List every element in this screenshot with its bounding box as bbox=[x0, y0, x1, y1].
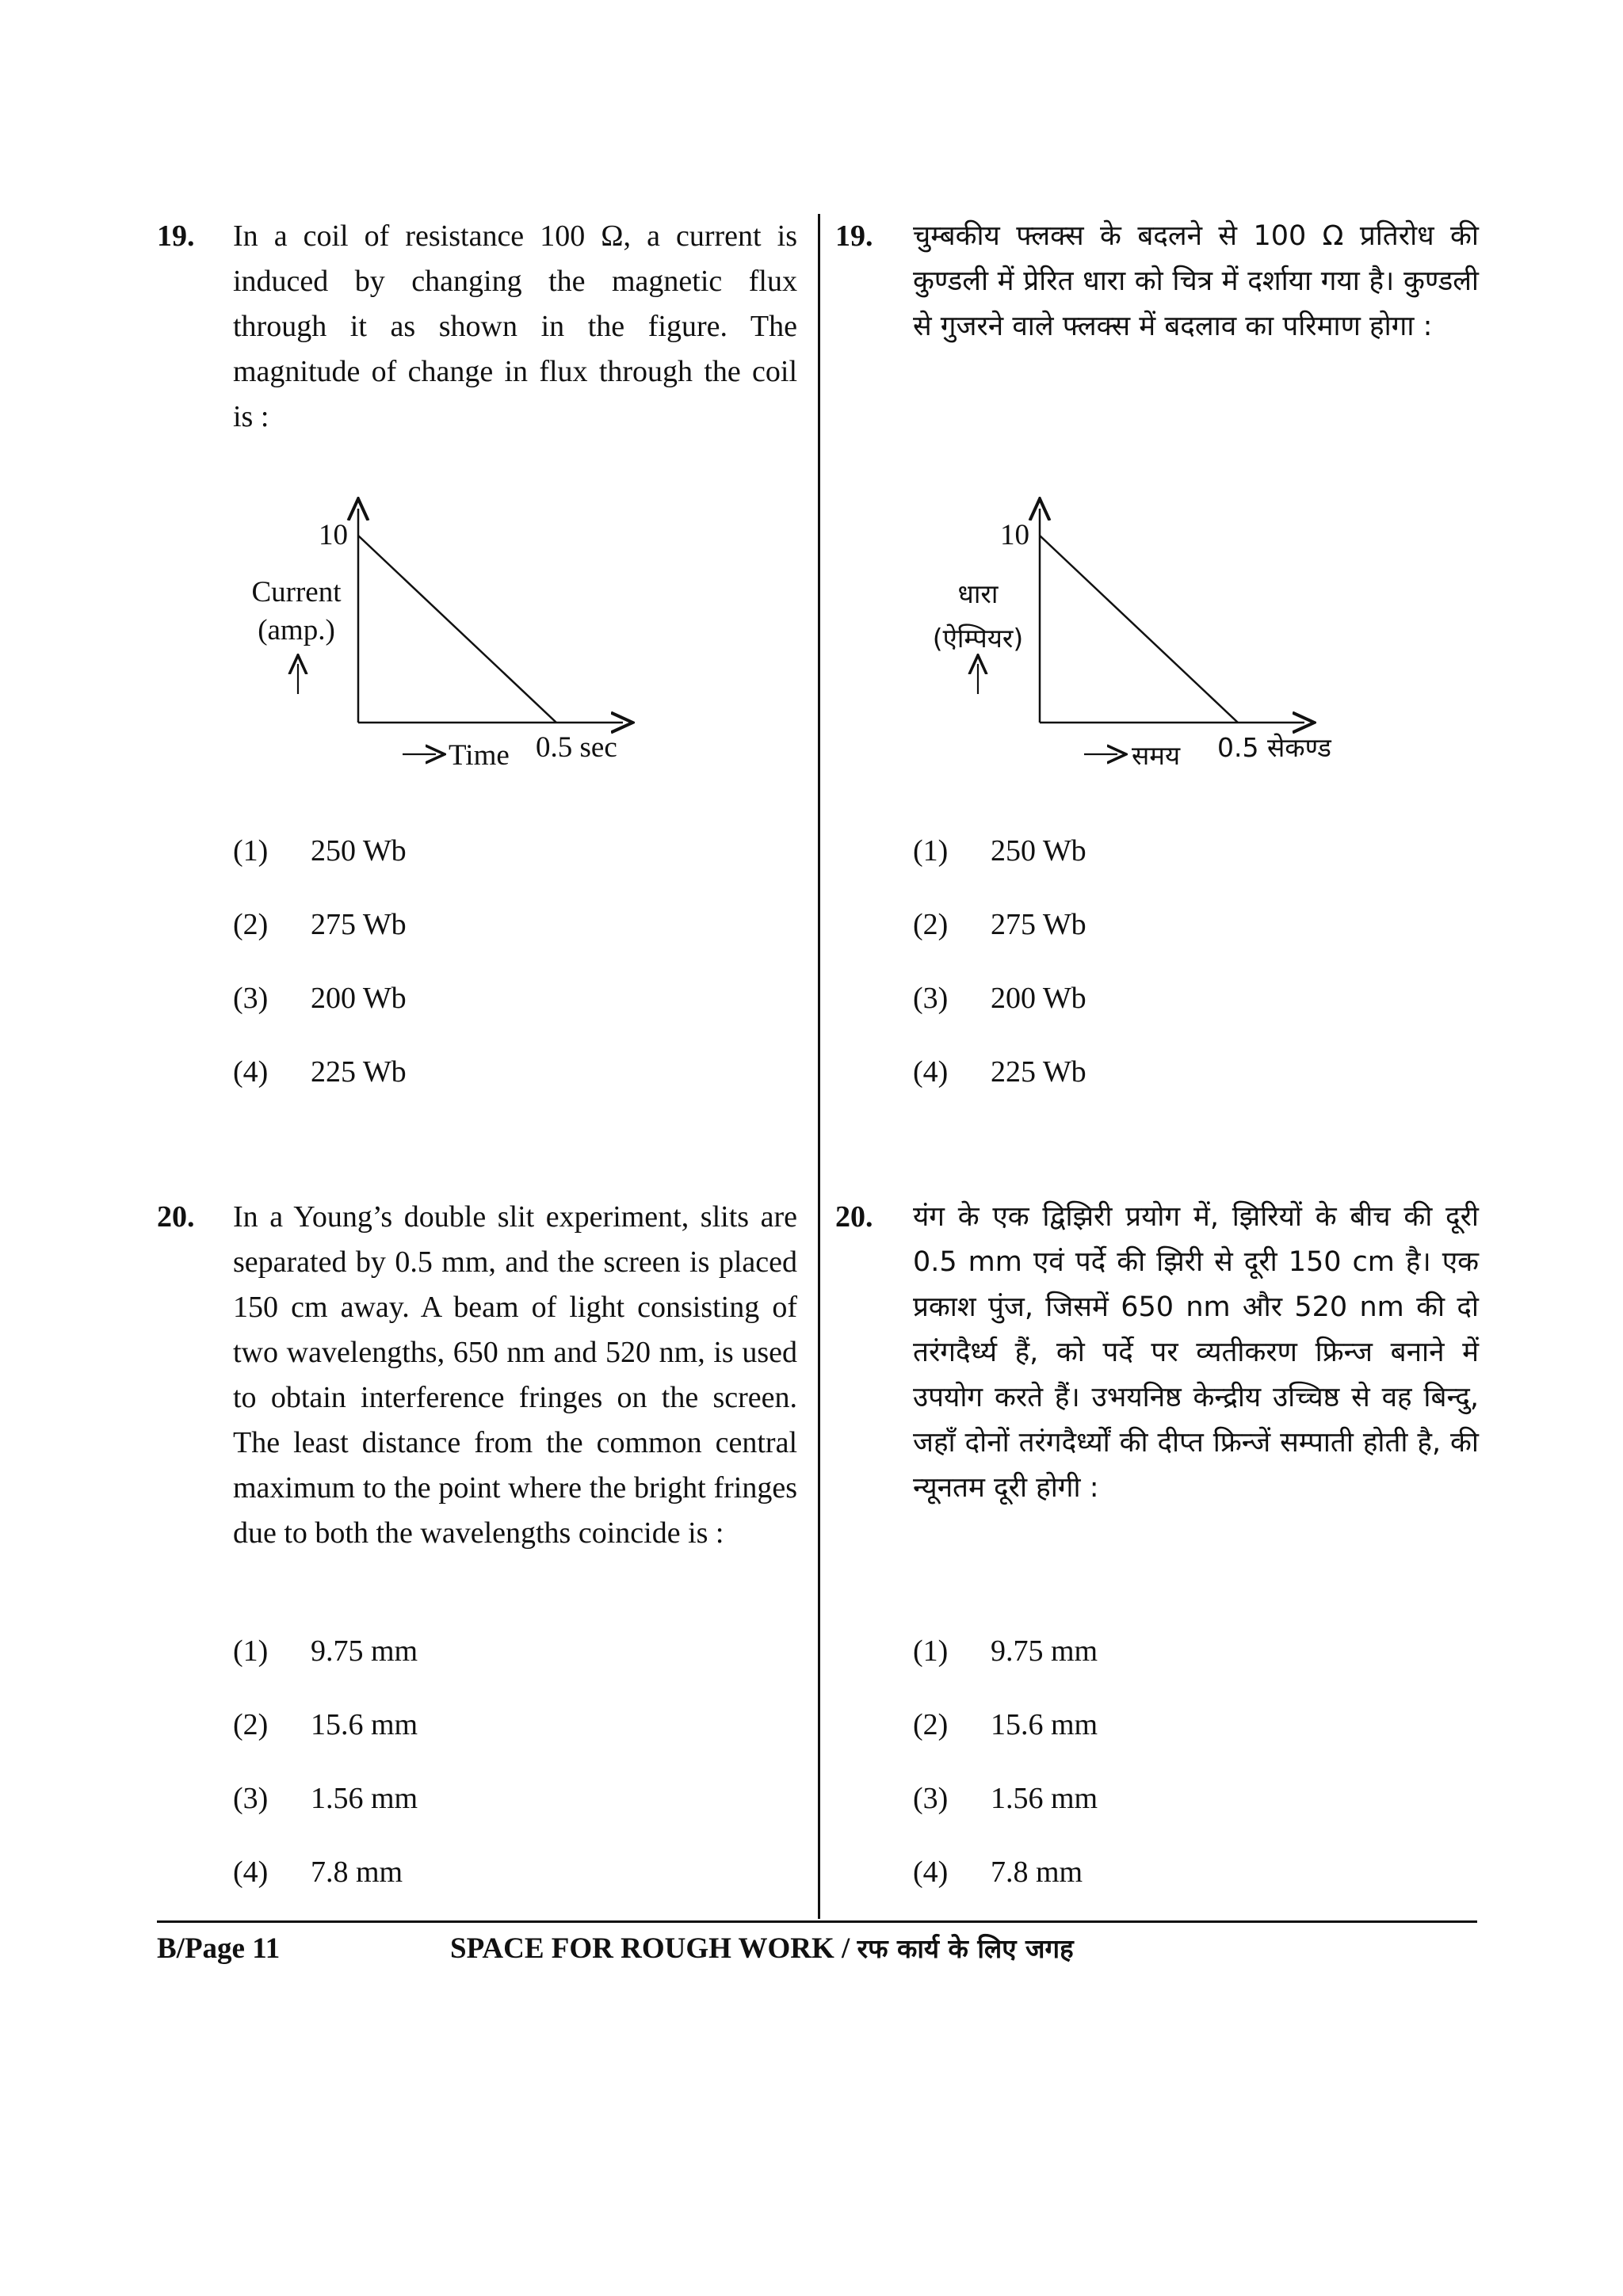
option-3[interactable]: (3) 200 Wb bbox=[913, 982, 1086, 1015]
y-axis-label: धारा bbox=[957, 578, 999, 609]
rough-work-hindi: रफ कार्य के लिए जगह bbox=[857, 1933, 1074, 1964]
page-number: B/Page 11 bbox=[157, 1932, 281, 1965]
question-text: In a Young’s double slit experiment, slits are separated by 0.5 mm, and the screen is placed 150 cm away. A beam of light consisting of two wavelengths, 650 nm and 520 nm, is used to obtain interference fringes on the screen. The least distance from the common central maximum to the point where the bright fringes due to both the wavelengths coincide is : bbox=[233, 1200, 797, 1550]
option-1[interactable]: (1) 250 Wb bbox=[233, 834, 407, 868]
option-2[interactable]: (2) 275 Wb bbox=[233, 908, 407, 941]
option-2[interactable]: (2) 15.6 mm bbox=[233, 1708, 418, 1741]
question-text: यंग के एक द्विझिरी प्रयोग में, झिरियों के बीच की दूरी 0.5 mm एवं पर्दे की झिरी से दूरी 150 cm है। एक प्रकाश पुंज, जिसमें 650 nm और 520 nm की दो तरंगदैर्ध्य हैं, को पर्दे पर व्यतीकरण फ्रिन्ज बनाने में उपयोग करते हैं। उभयनिष्ठ केन्द्रीय उच्चिष्ठ से वह बिन्दु, जहाँ दोनों तरंगदैर्ध्यों की दीप्त फ्रिन्जें सम्पाती होती है, की न्यूनतम दूरी होगी : bbox=[913, 1201, 1479, 1504]
x-axis-label: समय bbox=[1132, 740, 1181, 771]
x-axis-label: Time bbox=[449, 739, 510, 772]
current-line bbox=[1040, 536, 1238, 723]
current-line bbox=[358, 536, 556, 723]
question-number: 19. bbox=[835, 219, 873, 253]
option-4[interactable]: (4) 7.8 mm bbox=[233, 1855, 403, 1889]
question-number: 20. bbox=[157, 1200, 195, 1234]
option-2[interactable]: (2) 275 Wb bbox=[913, 908, 1086, 941]
rough-work-label bbox=[450, 1930, 1074, 1968]
question-number: 19. bbox=[157, 219, 195, 253]
option-1[interactable]: (1) 250 Wb bbox=[913, 834, 1086, 868]
y-axis-label: Current bbox=[251, 576, 342, 608]
option-4[interactable]: (4) 7.8 mm bbox=[913, 1855, 1083, 1889]
option-2[interactable]: (2) 15.6 mm bbox=[913, 1708, 1098, 1741]
x-tick-label: 0.5 sec bbox=[536, 731, 617, 764]
question-number: 20. bbox=[835, 1200, 873, 1234]
y-axis-unit: (ऐम्पियर) bbox=[932, 623, 1024, 654]
y-tick-label: 10 bbox=[1000, 519, 1029, 551]
question-text: चुम्बकीय फ्लक्स के बदलने से 100 Ω प्रतिरोध की कुण्डली में प्रेरित धारा को चित्र में दर्शाया गया है। कुण्डली से गुजरने वाले फ्लक्स में बदलाव का परिमाण होगा : bbox=[913, 220, 1479, 342]
option-1[interactable]: (1) 9.75 mm bbox=[913, 1634, 1098, 1668]
option-3[interactable]: (3) 1.56 mm bbox=[913, 1782, 1098, 1815]
option-4[interactable]: (4) 225 Wb bbox=[913, 1055, 1086, 1089]
question-text: In a coil of resistance 100 Ω, a current is induced by changing the magnetic flux through it as shown in the figure. The magnitude of change in flux through the coil is : bbox=[233, 219, 797, 433]
y-axis-unit: (amp.) bbox=[258, 614, 335, 646]
x-tick-label: 0.5 सेकण्ड bbox=[1217, 732, 1331, 763]
rough-work-english: SPACE FOR ROUGH WORK / bbox=[450, 1932, 857, 1965]
option-4[interactable]: (4) 225 Wb bbox=[233, 1055, 407, 1089]
option-3[interactable]: (3) 1.56 mm bbox=[233, 1782, 418, 1815]
option-1[interactable]: (1) 9.75 mm bbox=[233, 1634, 418, 1668]
option-3[interactable]: (3) 200 Wb bbox=[233, 982, 407, 1015]
y-tick-label: 10 bbox=[319, 519, 348, 551]
